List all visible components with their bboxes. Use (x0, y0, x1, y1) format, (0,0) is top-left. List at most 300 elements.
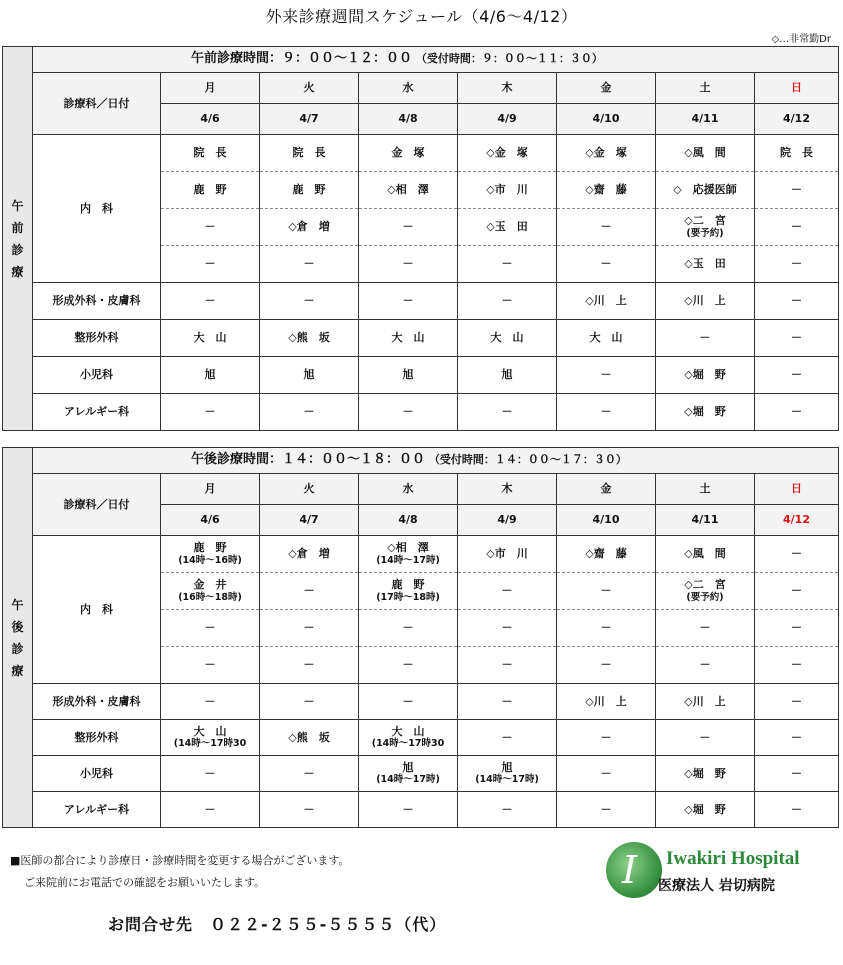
schedule-cell (260, 246, 359, 283)
cell-text: － (791, 621, 802, 635)
cell-text: － (791, 730, 802, 744)
dept-label: 整形外科 (33, 720, 161, 756)
schedule-cell (260, 135, 359, 172)
schedule-cell (161, 283, 260, 320)
cell-text: 旭 (501, 760, 513, 774)
day-header: 火 (260, 474, 359, 505)
schedule-cell (656, 573, 755, 610)
schedule-cell (557, 209, 656, 246)
cell-text: － (791, 368, 802, 382)
schedule-cell (458, 647, 557, 684)
schedule-cell (557, 172, 656, 209)
schedule-cell (458, 283, 557, 320)
schedule-cell (656, 209, 755, 246)
cell-text: － (600, 584, 612, 598)
cell-text: ◇二 宮 (684, 578, 726, 592)
cell-text: － (791, 331, 802, 345)
schedule-cell (656, 135, 755, 172)
schedule-cell (359, 610, 458, 647)
schedule-cell (260, 756, 359, 792)
pm-schedule-table (2, 447, 839, 828)
note-line-2: ご来院前にお電話での確認をお願いいたします。 (24, 876, 266, 889)
cell-text: ◇倉 増 (288, 220, 330, 234)
cell-text: － (699, 331, 711, 345)
cell-text: 大 山 (490, 331, 524, 345)
cell-text: － (303, 621, 315, 635)
schedule-cell (161, 684, 260, 720)
hospital-logo (606, 842, 821, 902)
cell-text: － (204, 802, 216, 816)
schedule-cell (260, 320, 359, 357)
cell-text: － (600, 220, 612, 234)
cell-text: － (402, 621, 414, 635)
page-title: 外来診療週間スケジュール（4/6～4/12） (265, 7, 578, 26)
schedule-cell (359, 647, 458, 684)
cell-text: ◇熊 坂 (288, 730, 330, 744)
day-header: 月 (161, 73, 260, 104)
time-note: (14時～17時) (475, 774, 539, 786)
cell-text: － (791, 658, 802, 672)
dept-label: 内 科 (33, 135, 161, 283)
schedule-cell (755, 394, 839, 431)
cell-text: ◇金 塚 (486, 146, 528, 160)
cell-text: 鹿 野 (391, 578, 425, 592)
dept-date-header: 診療科／日付 (33, 73, 161, 135)
schedule-cell (260, 573, 359, 610)
time-note: (14時～16時) (178, 554, 242, 566)
day-header: 土 (656, 73, 755, 104)
time-note: (14時～17時) (376, 774, 440, 786)
cell-text: ◇二 宮 (684, 214, 726, 228)
cell-text: ◇堀 野 (684, 405, 726, 419)
cell-text: ◇相 澤 (387, 541, 429, 555)
schedule-cell (557, 394, 656, 431)
cell-text: － (402, 694, 414, 708)
cell-text: － (303, 658, 315, 672)
date-header: 4/11 (656, 104, 755, 135)
schedule-cell (557, 357, 656, 394)
cell-text: 大 山 (193, 331, 227, 345)
side-char: 診 (11, 641, 24, 656)
date-header: 4/6 (161, 505, 260, 536)
schedule-cell (161, 756, 260, 792)
schedule-cell (755, 647, 839, 684)
cell-text: － (402, 294, 414, 308)
schedule-cell (260, 209, 359, 246)
dept-row (3, 320, 839, 357)
date-header: 4/7 (260, 104, 359, 135)
schedule-cell (161, 792, 260, 828)
schedule-cell (458, 357, 557, 394)
dept-row (3, 720, 839, 756)
dept-label: 形成外科・皮膚科 (33, 283, 161, 320)
am-schedule-table (2, 46, 839, 431)
day-header: 木 (458, 73, 557, 104)
day-header: 水 (359, 73, 458, 104)
schedule-cell (755, 246, 839, 283)
cell-text: 鹿 野 (193, 183, 227, 197)
schedule-cell (161, 320, 260, 357)
cell-text: － (791, 802, 802, 816)
cell-text: ◇川 上 (684, 294, 726, 308)
schedule-cell (557, 573, 656, 610)
cell-text: 大 山 (193, 724, 227, 738)
schedule-cell (656, 647, 755, 684)
schedule-cell (161, 394, 260, 431)
reception-hours: （受付時間：１４：００～１７：３０） (425, 453, 627, 467)
cell-text: ◇堀 野 (684, 368, 726, 382)
cell-text: ◇風 間 (684, 146, 726, 160)
cell-text: － (600, 658, 612, 672)
cell-text: － (402, 405, 414, 419)
schedule-cell (260, 647, 359, 684)
dept-row (3, 357, 839, 394)
schedule-cell (755, 135, 839, 172)
cell-text: － (501, 294, 513, 308)
time-note: (要予約) (686, 591, 724, 603)
schedule-cell (656, 536, 755, 573)
cell-text: ◇堀 野 (684, 802, 726, 816)
cell-text: － (303, 802, 315, 816)
schedule-cell (656, 283, 755, 320)
schedule-cell (359, 394, 458, 431)
day-header: 木 (458, 474, 557, 505)
logo-mark-icon: I (606, 842, 662, 898)
reservation-note: (要予約) (686, 227, 724, 239)
cell-text: － (501, 621, 513, 635)
cell-text: ◇玉 田 (684, 257, 726, 271)
schedule-cell (260, 610, 359, 647)
hours-text: 午後診療時間：１４：００～１８：００ (191, 452, 426, 468)
schedule-cell (260, 792, 359, 828)
notes (10, 850, 350, 894)
schedule-cell (458, 792, 557, 828)
schedule-cell (755, 209, 839, 246)
schedule-cell (656, 394, 755, 431)
section-side-label (3, 448, 33, 828)
schedule-cell (161, 536, 260, 573)
note-line-1: ■医師の都合により診療日・診療時間を変更する場合がございます。 (10, 854, 350, 867)
side-char: 後 (11, 619, 24, 634)
cell-text: － (303, 584, 315, 598)
side-char: 療 (11, 264, 24, 279)
dept-date-header: 診療科／日付 (33, 474, 161, 536)
time-note: (14時～17時30 (371, 738, 445, 750)
cell-text: － (303, 257, 315, 271)
cell-text: ◇ 応援医師 (673, 183, 737, 197)
day-header: 日 (755, 73, 839, 104)
side-char: 診 (11, 242, 24, 257)
cell-text: － (303, 766, 315, 780)
schedule-cell (755, 720, 839, 756)
schedule-cell (755, 573, 839, 610)
dept-label: アレルギー科 (33, 792, 161, 828)
dept-label: 形成外科・皮膚科 (33, 684, 161, 720)
date-header: 4/8 (359, 104, 458, 135)
cell-text: 院 長 (780, 146, 813, 160)
cell-text: － (204, 257, 216, 271)
schedule-cell (458, 135, 557, 172)
cell-text: － (402, 257, 414, 271)
schedule-cell (359, 756, 458, 792)
schedule-cell (557, 792, 656, 828)
cell-text: － (303, 405, 315, 419)
cell-text: ◇川 上 (585, 694, 627, 708)
schedule-cell (161, 246, 260, 283)
cell-text: － (501, 257, 513, 271)
cell-text: 旭 (402, 368, 414, 382)
cell-text: 旭 (204, 368, 216, 382)
time-note: (14時～17時) (376, 554, 440, 566)
contact-phone: お問合せ先 ０２２-２５５-５５５５（代） (108, 915, 447, 934)
time-note: (16時～18時) (178, 591, 242, 603)
schedule-cell (458, 610, 557, 647)
date-header: 4/11 (656, 505, 755, 536)
side-char: 前 (11, 220, 24, 235)
cell-text: － (791, 766, 802, 780)
schedule-cell (260, 536, 359, 573)
cell-text: ◇相 澤 (387, 183, 429, 197)
cell-text: － (204, 220, 216, 234)
cell-text: － (402, 220, 414, 234)
schedule-cell (359, 573, 458, 610)
schedule-cell (161, 357, 260, 394)
schedule-cell (260, 394, 359, 431)
schedule-cell (359, 536, 458, 573)
section-hours (33, 448, 839, 474)
dept-row (3, 756, 839, 792)
schedule-cell (755, 172, 839, 209)
schedule-cell (260, 172, 359, 209)
cell-text: － (791, 220, 802, 234)
schedule-cell (359, 792, 458, 828)
schedule-cell (359, 684, 458, 720)
naika-row (3, 536, 839, 573)
cell-text: ◇風 間 (684, 547, 726, 561)
section-side-label (3, 47, 33, 431)
schedule-cell (656, 684, 755, 720)
cell-text: － (303, 294, 315, 308)
hours-text: 午前診療時間：９：００～１２：００ (191, 51, 413, 67)
dept-label: 小児科 (33, 756, 161, 792)
date-header: 4/6 (161, 104, 260, 135)
cell-text: － (402, 802, 414, 816)
cell-text: － (501, 584, 513, 598)
cell-text: － (699, 658, 711, 672)
reception-hours: （受付時間：９：００～１１：３０） (412, 52, 603, 66)
cell-text: － (791, 257, 802, 271)
schedule-cell (458, 209, 557, 246)
dept-label: 小児科 (33, 357, 161, 394)
naika-row (3, 135, 839, 172)
cell-text: 旭 (402, 760, 414, 774)
schedule-cell (755, 610, 839, 647)
day-row (3, 474, 839, 505)
day-header: 日 (755, 474, 839, 505)
schedule-cell (755, 536, 839, 573)
schedule-cell (557, 246, 656, 283)
day-header: 土 (656, 474, 755, 505)
schedule-cell (359, 172, 458, 209)
schedule-cell (557, 283, 656, 320)
schedule-cell (656, 320, 755, 357)
schedule-cell (161, 647, 260, 684)
cell-text: － (600, 621, 612, 635)
schedule-cell (557, 684, 656, 720)
logo-japanese-name: 医療法人 岩切病院 (658, 878, 775, 894)
cell-text: ◇川 上 (684, 694, 726, 708)
cell-text: － (204, 658, 216, 672)
schedule-cell (359, 283, 458, 320)
cell-text: － (303, 694, 315, 708)
schedule-cell (161, 610, 260, 647)
cell-text: － (501, 730, 513, 744)
cell-text: － (600, 257, 612, 271)
date-header: 4/9 (458, 104, 557, 135)
schedule-cell (161, 135, 260, 172)
schedule-cell (161, 209, 260, 246)
cell-text: － (600, 405, 612, 419)
schedule-cell (458, 394, 557, 431)
dept-row (3, 283, 839, 320)
cell-text: － (501, 658, 513, 672)
date-header: 4/12 (755, 505, 839, 536)
cell-text: － (204, 405, 216, 419)
cell-text: ◇市 川 (486, 183, 528, 197)
schedule-cell (557, 756, 656, 792)
cell-text: 旭 (501, 368, 513, 382)
dept-row (3, 394, 839, 431)
schedule-cell (755, 792, 839, 828)
date-header: 4/12 (755, 104, 839, 135)
schedule-cell (656, 792, 755, 828)
schedule-cell (260, 283, 359, 320)
schedule-cell (656, 720, 755, 756)
logo-english-name: Iwakiri Hospital (666, 848, 800, 869)
cell-text: ◇齋 藤 (585, 183, 627, 197)
day-header: 火 (260, 73, 359, 104)
schedule-cell (557, 135, 656, 172)
cell-text: － (791, 584, 802, 598)
schedule-cell (656, 610, 755, 647)
cell-text: ◇堀 野 (684, 766, 726, 780)
schedule-cell (458, 573, 557, 610)
cell-text: 院 長 (193, 146, 227, 160)
dept-label: 整形外科 (33, 320, 161, 357)
schedule-cell (755, 283, 839, 320)
cell-text: － (501, 802, 513, 816)
cell-text: ◇金 塚 (585, 146, 627, 160)
schedule-cell (557, 320, 656, 357)
schedule-cell (458, 246, 557, 283)
cell-text: 大 山 (391, 724, 425, 738)
schedule-cell (458, 320, 557, 357)
legend-note: ◇…非常勤Dr (771, 34, 831, 45)
cell-text: － (204, 694, 216, 708)
cell-text: － (600, 802, 612, 816)
schedule-cell (557, 536, 656, 573)
schedule-cell (458, 756, 557, 792)
date-header: 4/10 (557, 104, 656, 135)
cell-text: － (791, 183, 802, 197)
cell-text: － (501, 405, 513, 419)
cell-text: － (791, 694, 802, 708)
cell-text: 金 井 (193, 578, 227, 592)
schedule-cell (557, 720, 656, 756)
day-header: 金 (557, 73, 656, 104)
dept-label: 内 科 (33, 536, 161, 684)
schedule-cell (161, 573, 260, 610)
cell-text: － (791, 405, 802, 419)
schedule-cell (755, 684, 839, 720)
schedule-cell (557, 647, 656, 684)
schedule-cell (458, 720, 557, 756)
date-header: 4/7 (260, 505, 359, 536)
cell-text: － (699, 730, 711, 744)
cell-text: ◇市 川 (486, 547, 528, 561)
schedule-cell (161, 720, 260, 756)
schedule-cell (359, 246, 458, 283)
cell-text: － (402, 658, 414, 672)
day-row (3, 73, 839, 104)
cell-text: ◇倉 増 (288, 547, 330, 561)
schedule-cell (656, 172, 755, 209)
section-hours (33, 47, 839, 73)
section-header-row (3, 448, 839, 474)
cell-text: 院 長 (292, 146, 326, 160)
cell-text: － (600, 766, 612, 780)
cell-text: 大 山 (391, 331, 425, 345)
schedule-cell (260, 720, 359, 756)
cell-text: 鹿 野 (193, 541, 227, 555)
schedule-cell (755, 357, 839, 394)
schedule-cell (458, 172, 557, 209)
date-header: 4/9 (458, 505, 557, 536)
cell-text: 大 山 (589, 331, 623, 345)
day-header: 月 (161, 474, 260, 505)
schedule-cell (656, 357, 755, 394)
cell-text: － (204, 621, 216, 635)
cell-text: ◇玉 田 (486, 220, 528, 234)
time-note: (14時～17時30 (173, 738, 247, 750)
schedule-cell (359, 209, 458, 246)
dept-row (3, 684, 839, 720)
schedule-cell (458, 536, 557, 573)
schedule-cell (755, 320, 839, 357)
cell-text: ◇熊 坂 (288, 331, 330, 345)
cell-text: － (600, 730, 612, 744)
day-header: 水 (359, 474, 458, 505)
schedule-cell (359, 320, 458, 357)
schedule-cell (755, 756, 839, 792)
schedule-cell (260, 684, 359, 720)
section-header-row (3, 47, 839, 73)
date-header: 4/8 (359, 505, 458, 536)
cell-text: ◇齋 藤 (585, 547, 627, 561)
cell-text: － (791, 547, 802, 561)
schedule-cell (161, 172, 260, 209)
dept-row (3, 792, 839, 828)
cell-text: － (501, 694, 513, 708)
schedule-cell (359, 135, 458, 172)
schedule-cell (458, 684, 557, 720)
cell-text: － (791, 294, 802, 308)
cell-text: － (204, 294, 216, 308)
side-char: 療 (11, 663, 24, 678)
schedule-cell (359, 720, 458, 756)
schedule-cell (557, 610, 656, 647)
side-char: 午 (11, 198, 24, 213)
